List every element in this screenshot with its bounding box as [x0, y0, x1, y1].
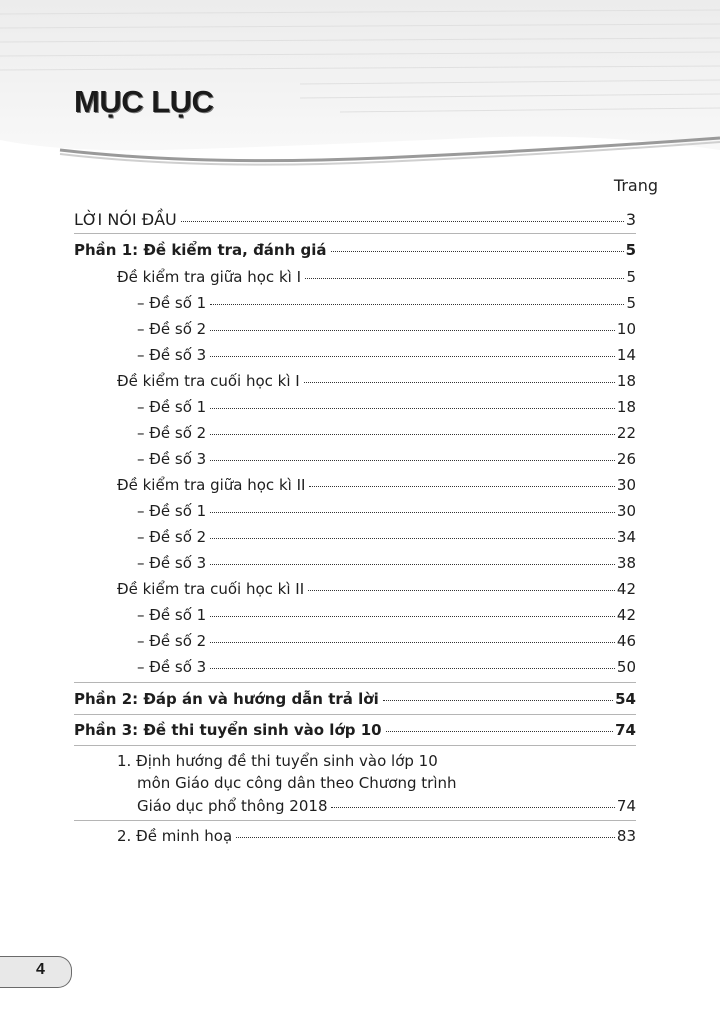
toc-entry-test[interactable]: – Đề số 2 34: [137, 528, 636, 546]
toc-entry-test[interactable]: – Đề số 1 42: [137, 606, 636, 624]
toc-entry-sample[interactable]: 2. Đề minh hoạ 83: [117, 827, 636, 845]
toc-entry-part-2[interactable]: Phần 2: Đáp án và hướng dẫn trả lời 54: [74, 690, 636, 708]
toc-entry-orientation[interactable]: Giáo dục phổ thông 2018 74: [137, 797, 636, 815]
toc-entry-midterm-2[interactable]: Đề kiểm tra giữa học kì II 30: [117, 476, 636, 494]
toc-entry-test[interactable]: – Đề số 3 38: [137, 554, 636, 572]
toc-entry-final-2[interactable]: Đề kiểm tra cuối học kì II 42: [117, 580, 636, 598]
toc-entry-test[interactable]: – Đề số 3 50: [137, 658, 636, 676]
separator: [74, 682, 636, 683]
page-number: 4: [36, 961, 45, 978]
page-title: MỤC LỤC: [74, 84, 214, 119]
toc-entry-orientation-line-2: môn Giáo dục công dân theo Chương trình: [137, 774, 457, 792]
toc-entry-test[interactable]: – Đề số 2 10: [137, 320, 636, 338]
toc-entry-part-3[interactable]: Phần 3: Đề thi tuyển sinh vào lớp 10 74: [74, 721, 636, 739]
separator: [74, 745, 636, 746]
page-column-header: Trang: [613, 176, 658, 195]
toc-entry-test[interactable]: – Đề số 1 30: [137, 502, 636, 520]
toc-entry-test[interactable]: – Đề số 1 5: [137, 294, 636, 312]
separator: [74, 233, 636, 234]
toc-entry-midterm-1[interactable]: Đề kiểm tra giữa học kì I 5: [117, 268, 636, 286]
toc-entry-foreword[interactable]: LỜI NÓI ĐẦU 3: [74, 210, 636, 229]
toc-entry-final-1[interactable]: Đề kiểm tra cuối học kì I 18: [117, 372, 636, 390]
toc-entry-test[interactable]: – Đề số 2 22: [137, 424, 636, 442]
separator: [74, 820, 636, 821]
separator: [74, 714, 636, 715]
toc-entry-test[interactable]: – Đề số 2 46: [137, 632, 636, 650]
toc-entry-test[interactable]: – Đề số 3 26: [137, 450, 636, 468]
toc-entry-test[interactable]: – Đề số 1 18: [137, 398, 636, 416]
toc-entry-test[interactable]: – Đề số 3 14: [137, 346, 636, 364]
toc-entry-orientation-line-1: 1. Định hướng đề thi tuyển sinh vào lớp 10: [117, 752, 438, 770]
toc-entry-part-1[interactable]: Phần 1: Đề kiểm tra, đánh giá 5: [74, 241, 636, 259]
